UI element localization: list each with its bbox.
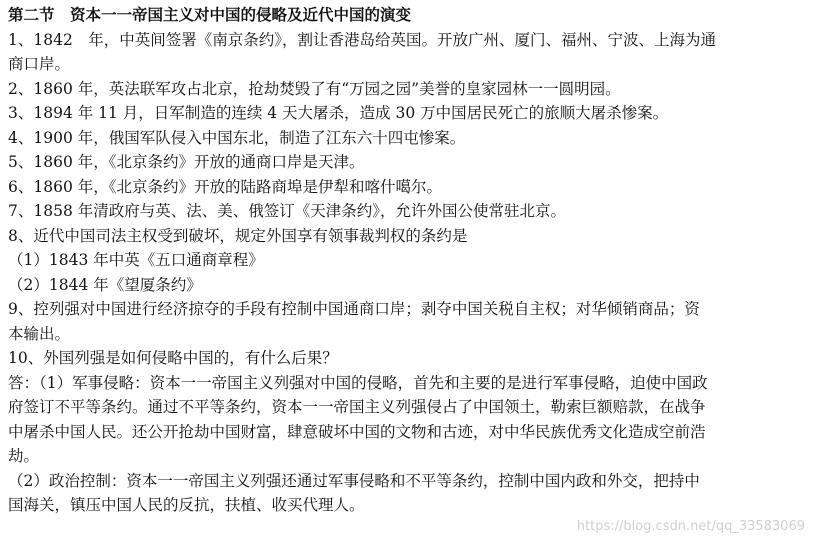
text-line-3: 2、1860 年，英法联军攻占北京，抢劫焚毁了有“万园之园”美誉的皇家园林一一圆明园。 [8,79,621,98]
text-line-12: 9、控列强对中国进行经济掠夺的手段有控制中国通商口岸；剥夺中国关税自主权；对华倾销商品；资 [8,300,700,318]
text-line-9: 8、近代中国司法主权受到破坏，规定外国享有领事裁判权的条约是 [8,226,468,245]
text-line-8: 7、1858 年清政府与英、法、美、俄签订《天津条约》，允许外国公使常驻北京。 [8,202,566,220]
text-line-14: 10、外国列强是如何侵略中国的，有什么后果？ [8,349,338,367]
text-line-10: （1）1843 年中英《五口通商章程》 [8,251,264,269]
watermark-url: https://blog.csdn.net/qq_33583069 [576,519,805,534]
text-line-11: （2）1844 年《望厦条约》 [8,275,202,294]
text-line-1: 1、1842 年，中英间签署《南京条约》，割让香港岛给英国。开放广州、厦门、福州、宁波、上海为通 [8,30,717,49]
text-line-4: 3、1894 年 11 月，日军制造的连续 4 天大屠杀，造成 30 万中国居民死亡的旅顺大屠杀惨案。 [8,104,669,122]
text-line-17: 中屠杀中国人民。还公开抢劫中国财富，肆意破坏中国的文物和古迹，对中华民族优秀文化造成空前浩 [8,422,706,441]
text-line-13: 本输出。 [8,324,71,343]
text-line-7: 6、1860 年，《北京条约》开放的陆路商埠是伊犁和喀什噶尔。 [8,177,442,196]
text-line-2: 商口岸。 [8,55,71,73]
text-line-16: 府签订不平等条约。通过不平等条约，资本一一帝国主义列强侵占了中国领土，勒索巨额赔款，在战争 [8,398,706,416]
document-body [8,3,813,518]
section-title: 第二节 资本一一帝国主义对中国的侵略及近代中国的演变 [8,5,412,24]
text-line-6: 5、1860 年，《北京条约》开放的通商口岸是天津。 [8,153,365,171]
text-line-20: 国海关，镇压中国人民的反抗，扶植、收买代理人。 [8,496,365,514]
text-line-5: 4、1900 年，俄国军队侵入中国东北，制造了江东六十四屯惨案。 [8,128,466,147]
text-line-18: 劫。 [8,447,40,465]
text-line-15: 答：（1）军事侵略：资本一一帝国主义列强对中国的侵略，首先和主要的是进行军事侵略，迫使中国政 [8,373,708,392]
text-line-19: （2）政治控制：资本一一帝国主义列强还通过军事侵略和不平等条约，控制中国内政和外交，把持中 [8,471,700,490]
